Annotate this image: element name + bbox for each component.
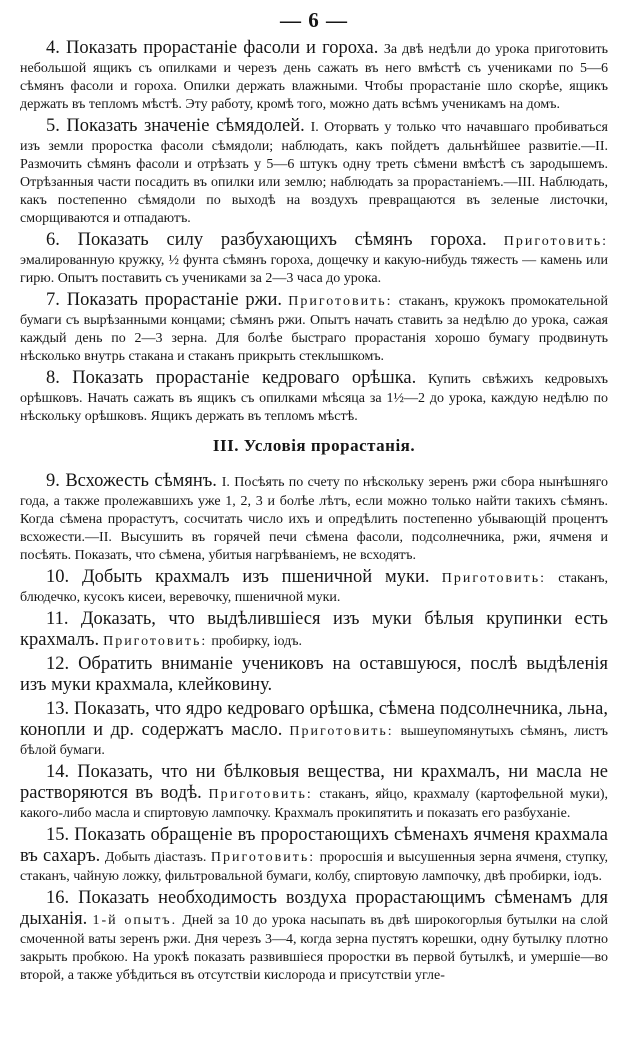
item-body: Купить свѣжихъ кедровыхъ орѣшковъ. Начать сажать въ ящикъ съ опилками мѣсяца за 1½—2 до урока, каждую недѣлю по нѣскольку орѣшковъ. Ящикъ держать въ тепломъ мѣстѣ. <box>20 372 608 424</box>
item-8 <box>20 368 608 425</box>
item-15 <box>20 825 608 885</box>
item-label: 1-й опытъ. <box>92 913 178 928</box>
item-16 <box>20 888 608 984</box>
item-label: Приготовить: <box>208 787 313 802</box>
item-title: 13. Показать, что ядро кедроваго орѣшка, сѣмена подсолнечника, льна, конопли и др. содержатъ масло. <box>20 699 608 740</box>
item-label: Приготовить: <box>288 294 393 309</box>
section-experiments-top <box>20 38 608 425</box>
item-title: 10. Добыть крахмалъ изъ пшеничной муки. <box>46 567 430 587</box>
page-number: — 6 — <box>280 8 348 32</box>
item-label: Приготовить: <box>441 571 546 586</box>
item-title: 16. Показать необходимость воздуха прорастающимъ сѣменамъ для дыханія. <box>20 888 608 929</box>
item-body: Добыть діастазъ. <box>104 850 207 865</box>
item-title: 15. Показать обращеніе въ проростающихъ сѣменахъ ячменя крахмала въ сахаръ. <box>20 825 608 866</box>
item-body-continued: проросшія и высушенныя зерна ячменя, ступку, стаканъ, чайную ложку, фильтровальной бумаги, колбу, спиртовую лампочку, двѣ пробирки, іодъ. <box>20 850 609 884</box>
item-body: стаканъ, блюдечко, кусокъ кисеи, веревочку, пшеничной муки. <box>20 571 608 605</box>
item-title: 12. Обратить вниманіе учениковъ на оставшуюся, послѣ выдѣленія изъ муки крахмала, клейковину. <box>20 654 608 695</box>
item-label: Приготовить: <box>503 234 608 249</box>
item-10 <box>20 567 608 606</box>
item-body: эмалированную кружку, ½ фунта сѣмянъ гороха, дощечку и какую-нибудь тяжесть — камень или гирю. Опытъ поставить съ учениками за 2—3 часа до урока. <box>20 253 608 286</box>
item-body: I. Посѣять по счету по нѣскольку зеренъ ржи сбора нынѣшняго года, а также пролежавшихъ уже 1, 2, 3 и болѣе лѣтъ, если можно только найти такихъ сѣмянъ. Когда сѣмена прорастутъ, сосчитать число ихъ и опредѣлить постепенно убывающій процентъ всхожести.—II. Высушить въ горячей печи сѣмена фасоли, подсолнечника, ржи, ячменя и посѣять. Показать, что сѣмена, убитыя нагрѣваніемъ, не всходятъ. <box>20 475 608 563</box>
item-12 <box>20 654 608 696</box>
item-body: стаканъ, кружокъ промокательной бумаги съ вырѣзанными концами; сѣмянъ ржи. Опытъ начать ставить за недѣлю до урока, сажая каждый день по 2—3 зерна. Для болѣе быстраго прорастанія хорошо бумагу продвинуть нѣсколько внутрь стакана и стаканъ прикрыть стеклышкомъ. <box>20 294 609 364</box>
item-title: 6. Показать силу разбухающихъ сѣмянъ гороха. <box>46 230 487 250</box>
item-title: 14. Показать, что ни бѣлковыя вещества, ни крахмалъ, ни масла не растворяются въ водѣ. <box>20 762 608 803</box>
item-body: стаканъ, яйцо, крахмалу (картофельной муки), какого-либо масла и спиртовую лампочку. Крахмалъ прокипятить и показать его разбуханіе. <box>20 787 609 821</box>
item-body: За двѣ недѣли до урока приготовить небольшой ящикъ съ опилками и черезъ день сажать въ него вмѣстѣ съ учениками по 5—6 сѣмянъ фасоли и гороха. Опилки держать влажными. Чтобы прорастаніе шло скорѣе, ящикъ держать въ тепломъ мѣстѣ. Эту работу, кромѣ того, можно дать всѣмъ ученикамъ на домъ. <box>20 42 608 112</box>
item-13 <box>20 699 608 759</box>
item-label: Приготовить: <box>210 850 316 865</box>
item-body: вышеупомянутыхъ сѣмянъ, листъ бѣлой бумаги. <box>20 724 609 758</box>
item-11 <box>20 609 608 651</box>
item-label: Приготовить: <box>103 634 208 649</box>
item-title: 4. Показать прорастаніе фасоли и гороха. <box>46 38 379 58</box>
item-body: I. Оторвать у только что начавшаго пробиваться изъ земли проростка фасоли сѣмядоли; наблюдать, какъ пойдетъ дальнѣйшее развитіе.—II. Размочить сѣмянъ фасоли и отрѣзать у 5—6 штукъ одну треть сѣмени вмѣстѣ съ зародышемъ. Отрѣзанныя части посадить въ опилки или землю; наблюдать за прорастаніемъ.—III. Наблюдать, какъ постепенно сѣмядоли по выходѣ на воздухъ превращаются въ зеленые листочки, сморщиваются и отпадаютъ. <box>20 120 608 226</box>
item-title: 9. Всхожесть сѣмянъ. <box>46 471 217 491</box>
item-title: 11. Доказать, что выдѣлившіеся изъ муки бѣлыя крупинки есть крахмалъ. <box>20 609 608 650</box>
item-5 <box>20 116 608 227</box>
item-9 <box>20 471 608 564</box>
item-4 <box>20 38 608 113</box>
item-6 <box>20 230 608 287</box>
item-body: Дней за 10 до урока насыпать въ двѣ широкогорлыя бутылки на слой смоченной ваты зеренъ ржи. Дня черезъ 3—4, когда зерна пустятъ корешки, одну бутылку плотно закрыть пробкою. На урокѣ показать развившіеся проростки въ первой бутылкѣ, и умершіе—во второй, а также убѣдиться въ отсутствіи кислорода и присутствіи угле- <box>20 913 608 983</box>
item-body: пробирку, іодъ. <box>211 634 302 649</box>
item-title: 8. Показать прорастаніе кедроваго орѣшка. <box>46 368 417 388</box>
item-title: 7. Показать прорастаніе ржи. <box>46 290 282 310</box>
item-label: Приготовить: <box>289 724 394 739</box>
section-germination-conditions <box>20 435 608 984</box>
item-7 <box>20 290 608 365</box>
section-heading: III. Условія прорастанія. <box>212 436 416 455</box>
item-14 <box>20 762 608 822</box>
item-title: 5. Показать значеніе сѣмядолей. <box>46 116 305 136</box>
